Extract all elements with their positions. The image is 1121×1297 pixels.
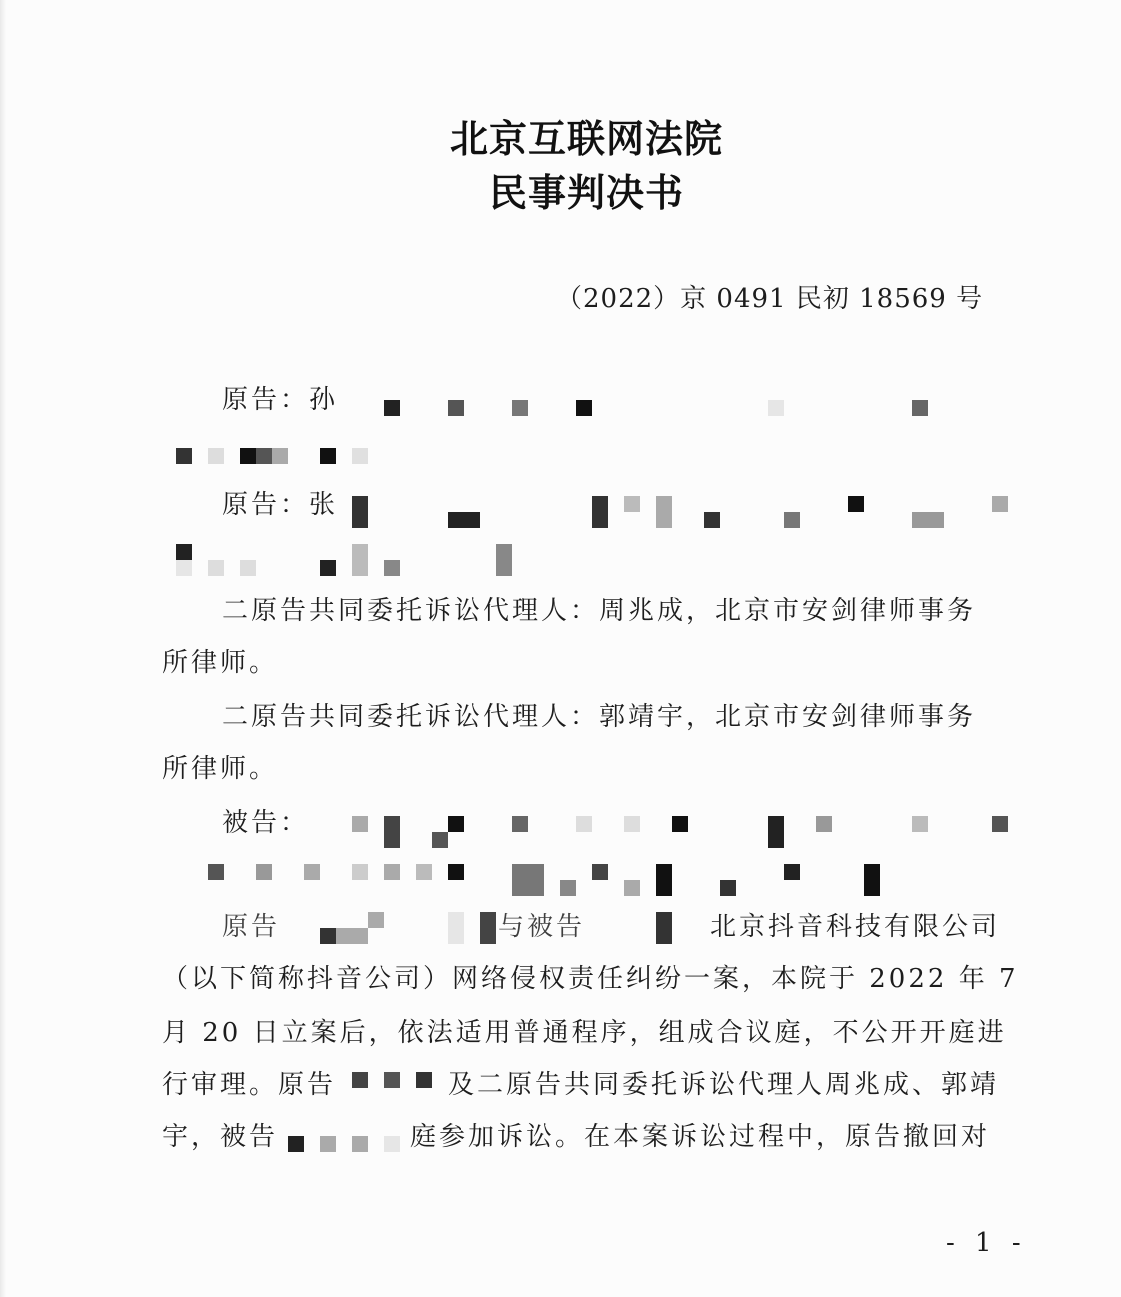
document-type: 民事判决书 — [488, 170, 684, 215]
body-line-5-end: 庭参加诉讼。在本案诉讼过程中，原告撤回对 — [410, 1122, 991, 1152]
agent-2-line-a: 二原告共同委托诉讼代理人：郭靖宇，北京市安剑律师事务 — [222, 702, 977, 732]
body-line-1-mid: 与被告 — [498, 912, 586, 942]
court-name: 北京互联网法院 — [449, 116, 723, 161]
plaintiff-1-label: 原告：孙 — [222, 385, 339, 415]
page-edge-shadow — [0, 0, 6, 1297]
body-line-4-start: 行审理。原告 — [162, 1070, 337, 1100]
agent-1-line-b: 所律师。 — [162, 648, 279, 678]
agent-2-line-b: 所律师。 — [162, 754, 279, 784]
body-line-5-start: 宇，被告 — [162, 1122, 279, 1152]
body-line-3: 月 20 日立案后，依法适用普通程序，组成合议庭，不公开开庭进 — [162, 1018, 1007, 1048]
body-line-1-start: 原告 — [222, 912, 281, 942]
defendant-label: 被告： — [222, 808, 310, 838]
agent-1-line-a: 二原告共同委托诉讼代理人：周兆成，北京市安剑律师事务 — [222, 596, 977, 626]
plaintiff-2-label: 原告：张 — [222, 490, 339, 520]
body-line-1-end: 北京抖音科技有限公司 — [710, 912, 1001, 942]
case-number: （2022）京 0491 民初 18569 号 — [556, 284, 984, 314]
body-line-4-end: 及二原告共同委托诉讼代理人周兆成、郭靖 — [448, 1070, 1000, 1100]
page-number: - 1 - — [946, 1228, 1027, 1258]
body-line-2: （以下简称抖音公司）网络侵权责任纠纷一案，本院于 2022 年 7 — [162, 964, 1019, 994]
